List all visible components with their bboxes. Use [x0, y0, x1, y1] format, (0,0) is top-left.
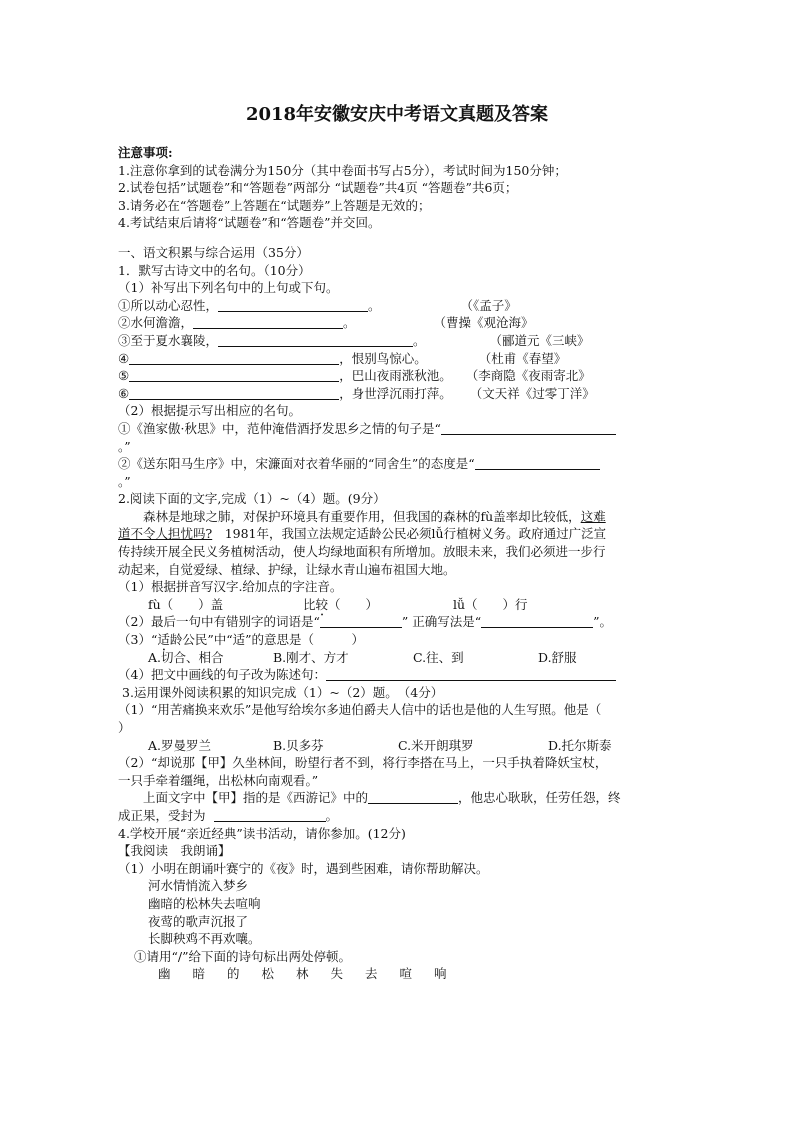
q1-line-5: ⑤ ，巴山夜雨涨秋池。 （李商隐《夜雨寄北》 — [118, 368, 591, 384]
question-4-title: 4.学校开展“亲近经典”读书活动，请你参加。(12分) — [118, 825, 406, 841]
notice-item: 3.请务必在“答题卷”上答题在“试题券”上答题是无效的； — [118, 197, 431, 213]
q1-part2-b: ②《送东阳马生序》中，宋濂面对衣着华丽的“同舍生”的态度是“ — [118, 455, 688, 473]
option-a[interactable]: A.切合、相合 — [148, 649, 224, 665]
q3-sub2-cont: 一只手牵着缰绳，出松林向南观看。” — [118, 772, 319, 788]
q2-sub1: （1）根据拼音写汉字.给加点的字注音。 — [118, 579, 343, 595]
answer-blank[interactable] — [214, 808, 326, 822]
q2-sub3: （3）“适龄公民”中“适”的意思是（ ） — [118, 632, 365, 648]
answer-blank[interactable] — [193, 315, 343, 329]
q4-task1: ①请用“/”给下面的诗句标出两处停顿。 — [134, 948, 351, 964]
source-ref: （《孟子》 — [460, 297, 517, 313]
q4-tag: 【我阅读 我朗诵】 — [118, 843, 231, 859]
source-ref: （郦道元《三峡》 — [489, 332, 590, 348]
question-2-title: 2.阅读下面的文字,完成（1）~（4）题。(9分） — [118, 491, 386, 507]
q3-sub2-question-cont: 成正果，受封为 。 — [118, 807, 339, 823]
answer-blank[interactable] — [326, 667, 616, 681]
q1-line-3: ③至于夏水襄陵， 。 （郦道元《三峡》 — [118, 332, 590, 348]
q2-sub2: （2）最后一句中有错别字的词语是“ ” 正确写法是“ ”。 — [118, 614, 613, 630]
q2-sub3-options — [118, 649, 688, 667]
question-1-title: 1．默写古诗文中的名句。（10分） — [118, 262, 311, 278]
source-ref: （杜甫《春望》 — [478, 350, 567, 366]
pinyin-item: 比较（ ） — [303, 596, 379, 612]
notice-heading: 注意事项: — [118, 145, 173, 160]
option-d[interactable]: D.托尔斯泰 — [548, 737, 612, 753]
q1-line-1: ①所以动心忍性， 。 （《孟子》 — [118, 297, 517, 313]
source-ref: （曹操《观沧海》 — [433, 315, 534, 331]
option-b[interactable]: B.刚才、方才 — [273, 649, 349, 665]
q2-passage-line: 道不令人担忧吗? 1981年，我国立法规定适龄公民必须lǚ行植树义务。政府通过广泛宣 — [118, 526, 607, 542]
q3-sub1: （1）“用苦痛换来欢乐”是他写给埃尔多迪伯爵夫人信中的话也是他的人生写照。他是（ — [118, 702, 602, 718]
q2-sub4: （4）把文中画线的句子改为陈述句： — [118, 666, 688, 684]
option-b[interactable]: B.贝多芬 — [273, 737, 324, 753]
q3-sub1-options — [118, 737, 688, 755]
poem-line: 长脚秧鸡不再欢嚷。 — [148, 931, 261, 947]
answer-blank[interactable] — [441, 421, 616, 435]
notice-item: 1.注意你拿到的试卷满分为150分（其中卷面书写占5分），考试时间为150分钟； — [118, 162, 567, 178]
q1-line-4: ④ ，恨别鸟惊心。 （杜甫《春望》 — [118, 350, 567, 366]
source-ref: （文天祥《过零丁洋》 — [469, 385, 595, 401]
answer-blank[interactable] — [481, 614, 593, 628]
q2-passage-line: 传持续开展全民义务植树活动，使人均绿地面积有所增加。放眼未来，我们必须进一步行 — [118, 544, 606, 560]
q4-sub1: （1）小明在朗诵叶赛宁的《夜》时，遇到些困难，请你帮助解决。 — [118, 860, 489, 876]
answer-blank[interactable] — [475, 456, 600, 470]
question-3-title: 3.运用课外阅读积累的知识完成（1）~（2）题。 （4分） — [122, 684, 444, 700]
q1-part1: （1）补写出下列名句中的上句或下句。 — [118, 280, 339, 296]
notice-item: 4.考试结束后请将“试题卷”和“答题卷”并交回。 — [118, 215, 381, 231]
pinyin-item: lǚ（ ）行 — [453, 596, 528, 612]
answer-blank[interactable] — [218, 333, 413, 347]
q1-part2-a-end: 。” — [118, 438, 131, 454]
section-heading: 一、语文积累与综合运用（35分） — [118, 244, 309, 260]
answer-blank[interactable] — [129, 368, 339, 382]
exam-content — [118, 144, 688, 983]
q1-line-2: ②水何澹澹， 。 （曹操《观沧海》 — [118, 315, 534, 331]
q3-sub1-end: ） — [118, 720, 131, 735]
option-c[interactable]: C.米开朗琪罗 — [398, 737, 474, 753]
option-a[interactable]: A.罗曼罗兰 — [148, 737, 212, 753]
page-title: 2018年安徽安庆中考语文真题及答案 — [245, 104, 549, 125]
q2-sub1-items — [118, 596, 688, 614]
option-d[interactable]: D.舒服 — [538, 649, 577, 665]
answer-blank[interactable] — [368, 790, 458, 804]
source-ref: （李商隐《夜雨寄北》 — [465, 368, 591, 384]
poem-line: 河水情悄流入梦乡 — [148, 878, 249, 894]
q2-passage-line: 动起来，自觉爱绿、植绿、护绿，让绿水青山遍布祖国大地。 — [118, 561, 456, 577]
option-c[interactable]: C.往、到 — [413, 649, 464, 665]
q1-part2: （2）根据提示写出相应的名句。 — [118, 403, 301, 419]
answer-blank[interactable] — [129, 386, 339, 400]
q1-part2-b-end: 。” — [118, 473, 131, 489]
answer-blank[interactable] — [129, 351, 339, 365]
q3-sub2-question: 上面文字中【甲】指的是《西游记》中的 ，他忠心耿耿，任劳任怨，终 — [143, 790, 621, 806]
pinyin-item: fù（ ）盖 — [148, 596, 224, 612]
q2-passage-line: 森林是地球之肺，对保护环境具有重要作用，但我国的森林的fù盖率却比较低，这难 — [143, 508, 606, 524]
answer-blank[interactable] — [218, 298, 368, 312]
poem-line: 夜莺的歌声沉报了 — [148, 913, 249, 929]
poem-line: 幽暗的松林失去喧响 — [148, 895, 261, 911]
q1-line-6: ⑥ ，身世浮沉雨打萍。 （文天祥《过零丁洋》 — [118, 385, 595, 401]
q3-sub2: （2）“却说那【甲】久坐林间，盼望行者不到，将行李搭在马上，一只手执着降妖宝杖， — [118, 755, 608, 771]
spaced-poem-line[interactable]: 幽暗的松林失去喧响 — [158, 966, 469, 982]
notice-item: 2.试卷包括”试题卷”和“答题卷”两部分 “试题卷”共4页 “答题卷”共6页； — [118, 180, 518, 196]
q1-part2-a: ①《渔家傲·秋思》中，范仲淹借酒抒发思乡之情的句子是“ — [118, 420, 688, 438]
answer-blank[interactable] — [320, 614, 402, 628]
